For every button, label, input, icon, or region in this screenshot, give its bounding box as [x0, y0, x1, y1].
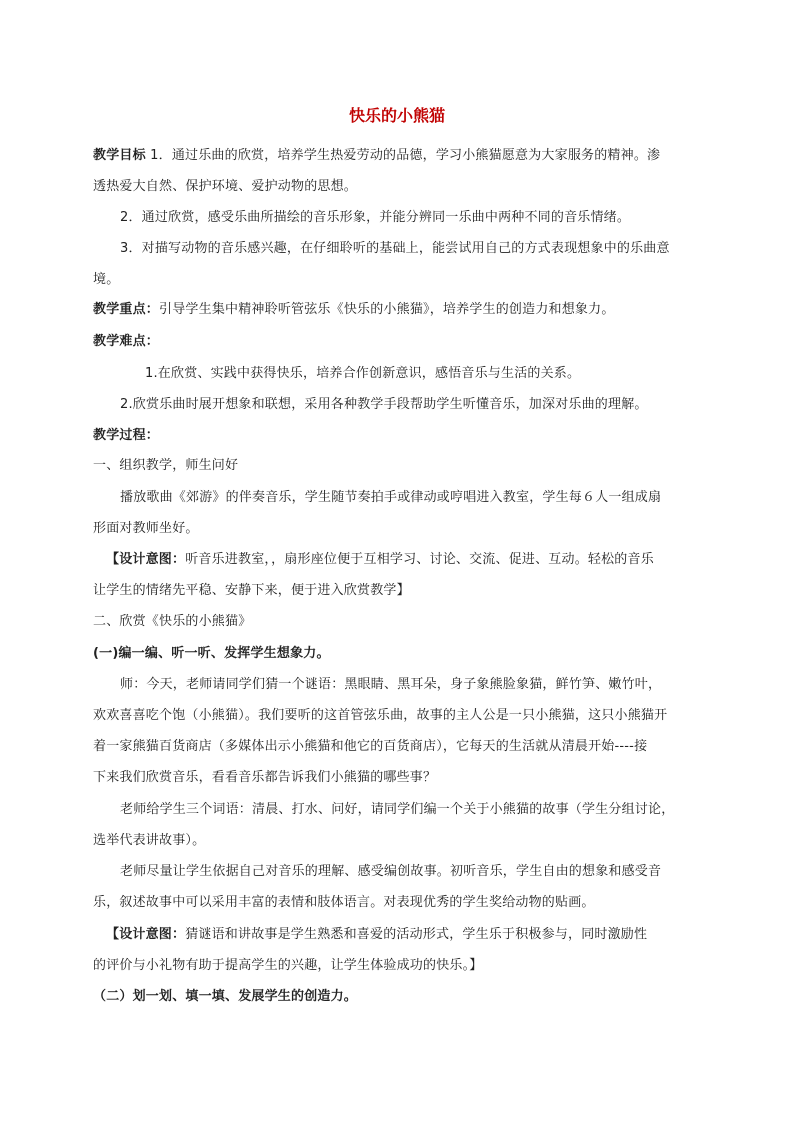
- section-2-para-3: 着一家熊猫百货商店（多媒体出示小熊猫和他它的百货商店），它每天的生活就从清晨开始----接: [93, 739, 648, 754]
- section-2-sub-1: (一)编一编、听一听、发挥学生想象力。: [93, 646, 330, 661]
- objective-3: 3．对描写动物的音乐感兴趣，在仔细聆听的基础上，能尝试用自己的方式表现想象中的乐曲意: [120, 241, 670, 256]
- section-2-para-2: 欢欢喜喜吃个饱（小熊猫）。我们要听的这首管弦乐曲，故事的主人公是一只小熊猫，这只小熊猫开: [93, 708, 668, 723]
- section-2-para-8: 乐，叙述故事中可以采用丰富的表情和肢体语言。对表现优秀的学生奖给动物的贴画。: [93, 895, 595, 910]
- section-1-para-2: 形面对教师坐好。: [93, 521, 199, 536]
- objective-3-cont: 境。: [93, 272, 120, 287]
- objectives-line-1: [93, 146, 708, 166]
- section-1-design-line-2: 让学生的情绪先平稳、安静下来，便于进入欣赏教学】: [93, 583, 410, 598]
- key-points-text: 引导学生集中精神聆听管弦乐《快乐的小熊猫》，培养学生的创造力和想象力。: [159, 302, 615, 317]
- section-1-para-1: 播放歌曲《郊游》的伴奏音乐，学生随节奏拍手或律动或哼唱进入教室，学生每６人一组成扇: [120, 490, 662, 505]
- difficulty-1: 1.在欣赏、实践中获得快乐，培养合作创新意识，感悟音乐与生活的关系。: [145, 366, 581, 381]
- objectives-line-2: 透热爱大自然、保护环境、爱护动物的思想。: [93, 179, 358, 194]
- section-2-design-line-1: [106, 925, 708, 945]
- section-2-para-5: 老师给学生三个词语：清晨、打水、问好，请同学们编一个关于小熊猫的故事（学生分组讨论，: [120, 802, 675, 817]
- page-title: 快乐的小熊猫: [348, 106, 445, 125]
- objective-1-text: 1．通过乐曲的欣赏，培养学生热爱劳动的品德，学习小熊猫愿意为大家服务的精神。渗: [150, 148, 661, 163]
- section-2-title: 二、欣赏《快乐的小熊猫》: [93, 614, 252, 629]
- key-points-label: 教学重点：: [93, 302, 160, 317]
- process-label: 教学过程：: [93, 428, 160, 443]
- section-1-title: 一、组织教学，师生问好: [93, 458, 239, 473]
- objective-2: 2．通过欣赏，感受乐曲所描绘的音乐形象，并能分辨同一乐曲中两种不同的音乐情绪。: [120, 210, 631, 225]
- section-2-para-6: 选举代表讲故事）。: [93, 833, 206, 848]
- difficulty-2: 2.欣赏乐曲时展开想象和联想，采用各种教学手段帮助学生听懂音乐，加深对乐曲的理解。: [120, 397, 648, 412]
- section-2-sub-2: （二）划一划、填一填、发展学生的创造力。: [93, 989, 358, 1004]
- key-points: [93, 300, 708, 320]
- section-2-para-4: 下来我们欣赏音乐，看看音乐都告诉我们小熊猫的哪些事？: [93, 770, 437, 785]
- design-intent-text: 猜谜语和讲故事是学生熟悉和喜爱的活动形式，学生乐于积极参与，同时激励性: [185, 927, 648, 942]
- section-2-design-line-2: 的评价与小礼物有助于提高学生的兴趣，让学生体验成功的快乐。】: [93, 958, 483, 973]
- section-2-para-7: 老师尽量让学生依据自己对音乐的理解、感受编创故事。初听音乐，学生自由的想象和感受音: [120, 864, 662, 879]
- design-intent-lead: 【设计意图：: [106, 927, 186, 942]
- design-intent-text: 听音乐进教室，，扇形座位便于互相学习、讨论、交流、促进、互动。轻松的音乐: [185, 552, 654, 567]
- difficulties-label: 教学难点：: [93, 334, 160, 349]
- section-2-para-1: 师：今天，老师请同学们猜一个谜语：黑眼睛、黑耳朵，身子象熊脸象猫，鲜竹笋、嫩竹叶，: [120, 677, 662, 692]
- design-intent-lead: 【设计意图：: [106, 552, 186, 567]
- section-1-design-line-1: [106, 550, 708, 570]
- objectives-label: 教学目标: [93, 148, 146, 163]
